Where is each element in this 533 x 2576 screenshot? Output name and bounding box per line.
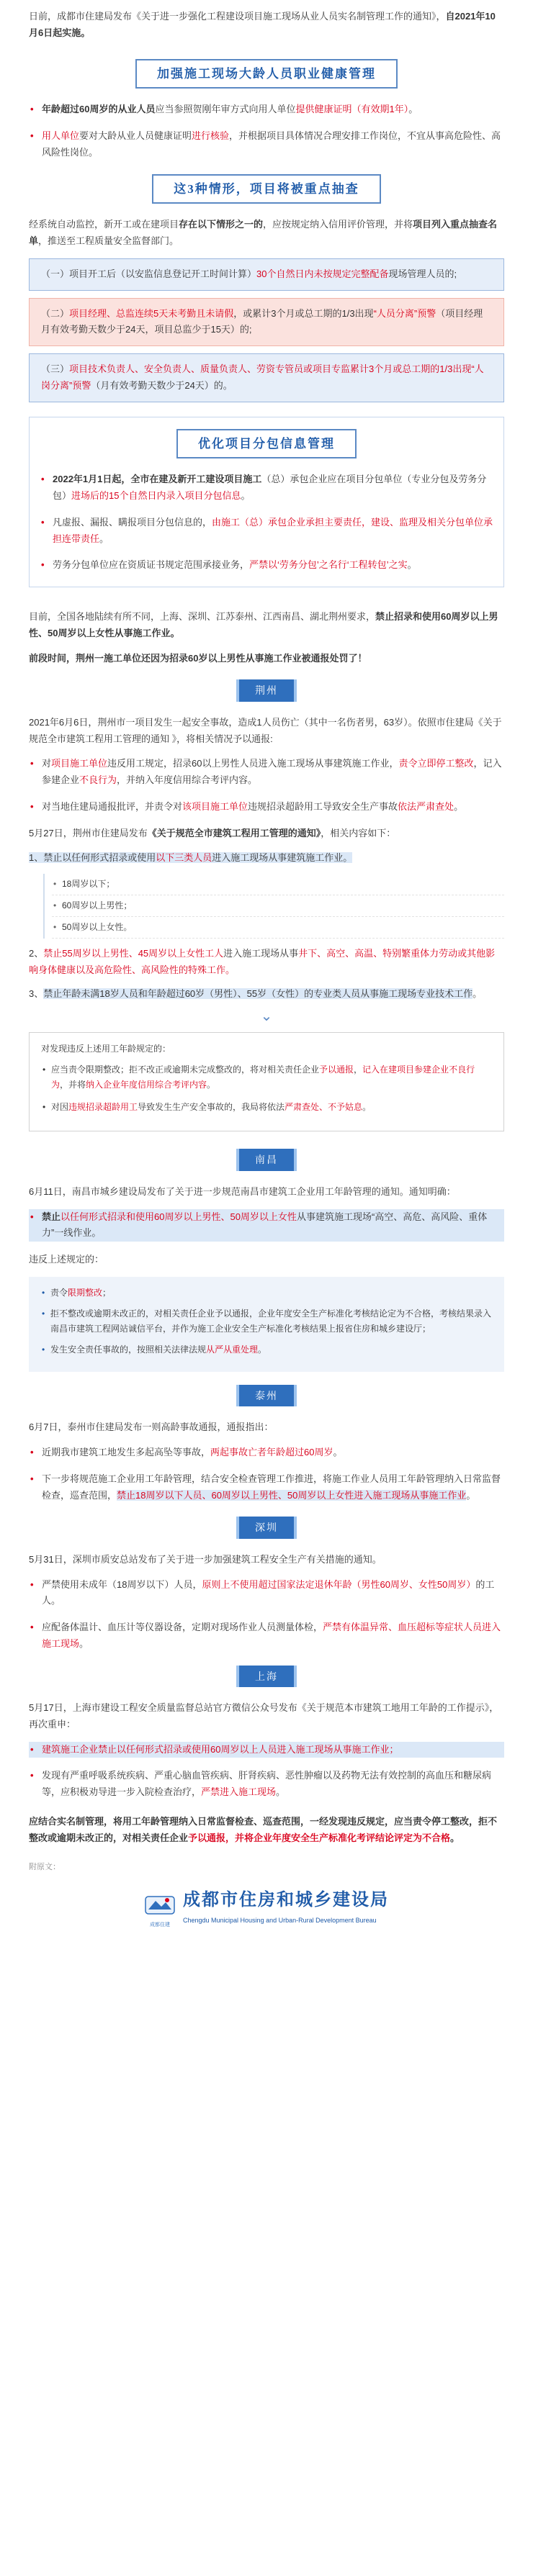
condition-box-3 (29, 353, 504, 402)
text-span: 进入施工现场从事 (223, 948, 299, 959)
nanchang-heading (29, 1149, 504, 1171)
text-span: （三） (41, 363, 70, 374)
text-span: （一）项目开工后（以安监信息登记开工时间计算） (41, 268, 257, 279)
jingzhou-rule-2 (29, 946, 504, 979)
text-span: 予以通报 (319, 1065, 354, 1075)
text-span: 存在以下情形之一的 (179, 219, 264, 230)
text-span: 。 (466, 1489, 476, 1501)
text-span: 项目施工单位 (51, 758, 108, 769)
text-span: ， (354, 1065, 363, 1075)
text-span: 对 (42, 758, 52, 769)
jingzhou-sublist (43, 874, 504, 939)
list-item (40, 557, 493, 574)
nanchang-p1: 6月11日，南昌市城乡建设局发布了关于进一步规范南昌市建筑工企业用工年龄管理的通知。通知明确： (29, 1185, 456, 1197)
list-item (29, 1768, 504, 1801)
text-span: 要对大龄从业人员健康证明 (79, 130, 192, 141)
text-span: ，应按规定纳入信用评价管理，并将 (263, 219, 413, 230)
taizhou-list (29, 1445, 504, 1504)
logo-text (183, 1885, 389, 1927)
list-item (29, 1209, 504, 1242)
text-span: 。 (454, 800, 464, 812)
list-item (40, 1342, 493, 1357)
text-span: 记入在建项目参建企业 (362, 1065, 449, 1075)
intro-date: 自2021年10月6日起实施。 (29, 11, 496, 38)
text-span: 违规招录超龄用工导致安全生产事故 (248, 800, 398, 812)
bureau-logo-icon (144, 1892, 176, 1928)
list-item: • 50周岁以上女性。 (52, 917, 504, 939)
logo-small-text: 成都住建 (150, 1922, 170, 1928)
text-span: 项目经理、总监连续5天未考勤且未请假 (69, 307, 234, 319)
text-span: 进行核验 (192, 130, 230, 141)
text-span: 的工人。 (42, 1578, 495, 1606)
jingzhou-list (29, 756, 504, 815)
text-span: 将相关情况予以通报: (186, 733, 273, 744)
section2-boxes (29, 258, 504, 402)
list-item (40, 515, 493, 548)
text-span: 。 (333, 1447, 343, 1458)
text-span: 拒不整改或逾期未改正的，对相关责任企业 (29, 1815, 498, 1843)
jingzhou-rule-1 (29, 850, 504, 867)
section3-title: 优化项目分包信息管理 (176, 429, 357, 459)
shanghai-heading (29, 1666, 504, 1688)
section1-heading (29, 59, 504, 89)
text-span: 应配备体温计、血压计等仪器设备，定期对现场作业人员测量体检， (42, 1622, 323, 1632)
text-span: ，并纳入年度信用综合考评内容。 (117, 774, 258, 785)
text-span: 由施工（总）承包企业承担主要责任，建设、监理及相关分包单位承担连带责任 (53, 516, 493, 544)
text-span: 发现有严重呼吸系统疾病、严重心脑血管疾病、肝肾疾病、恶性肿瘤以及药物无法有效控制的高血压和糖尿病等 (42, 1770, 492, 1797)
section1-list (29, 101, 504, 161)
list-item (29, 1577, 504, 1610)
text-span: 导致发生生产安全事故的，我局将依法 (138, 1102, 285, 1113)
text-span: 。 (407, 559, 417, 571)
text-span: 经系统自动监控，新开工或在建项目 (29, 219, 179, 230)
text-span: 《关于规范全市建筑工程用工管理的通知》 (147, 827, 321, 839)
section3-heading (40, 429, 493, 459)
text-span: 近期我市建筑工地发生多起高坠等事故， (42, 1447, 211, 1458)
text-span: 严禁进入施工现场 (201, 1786, 277, 1797)
penalty-list (40, 1285, 493, 1357)
list-item (29, 756, 504, 789)
text-span: ，记入参建企业 (42, 758, 502, 785)
text-span: 。 (472, 988, 483, 999)
text-span: 责令立即停工整改 (398, 758, 474, 769)
city-tag-taizhou: 泰州 (236, 1385, 297, 1407)
notice-list (41, 1062, 492, 1115)
text-span: 予以通报，并将企业年度安全生产标准化考评结论评定为不合格 (188, 1832, 451, 1843)
intro (29, 0, 504, 42)
list-item (29, 1471, 504, 1504)
jingzhou-p2 (29, 826, 504, 842)
list-item (29, 799, 504, 815)
shenzhen-list (29, 1577, 504, 1653)
text-span: 应当责令停工整改， (394, 1815, 479, 1827)
list-item: • 拒不整改或逾期未改正的，对相关责任企业予以通报，企业年度安全生产标准化考核结论定为不合格，考核结果录入南昌市建筑工程网站诚信平台，并作为施工企业安全生产标准化考核结果上报省住房和城乡建设厅； (40, 1306, 493, 1337)
nanchang-list (29, 1209, 504, 1242)
text-span: 2022年1月1日起，全市在建及新开工建设项目施工 (53, 474, 262, 485)
text-span: 对因 (51, 1102, 69, 1113)
text-span: 用人单位 (42, 130, 80, 141)
shenzhen-p1: 5月31日，深圳市质安总站发布了关于进一步加强建筑工程安全生产有关措施的通知。 (29, 1553, 382, 1565)
nanchang-penalties (29, 1277, 504, 1372)
text-span: 发生安全责任事故的，按照相关法律法规 (50, 1344, 207, 1355)
text-span: （二） (41, 307, 70, 319)
list-item (40, 1285, 493, 1301)
list-item (29, 101, 504, 118)
text-span: 进入施工现场从事建筑施工作业。 (212, 852, 353, 864)
list-item (29, 1445, 504, 1461)
text-span: 以任何形式招录和使用60周岁以上男性、50周岁以上女性 (61, 1211, 297, 1222)
text-span: （项目经理月有效考勤天数少于24天，项目总监少于15天）的; (41, 307, 483, 335)
list-item (29, 128, 504, 161)
text-span: 井下、高空、高温、特别繁重体力劳动或其他影响身体健康以及高危险性、高风险性的特殊工作。 (29, 948, 496, 975)
taizhou-p1: 6月7日，泰州市住建局发布一则高龄事故通报，通报指出： (29, 1422, 274, 1433)
text-span: 禁止年龄未满18岁人员和年龄超过60岁（男性）、55岁（女性）的专业类人员从事施工现场专业技术工作 (43, 988, 473, 999)
text-span: 对当地住建局通报批评，并责令对 (42, 800, 183, 812)
text-span: 以下三类人员 (156, 852, 212, 864)
text-span: 禁止 (42, 1211, 61, 1222)
text-span: 不良行为 (51, 1065, 475, 1090)
text-span: 不良行为 (79, 774, 117, 785)
city-tag-shanghai: 上海 (236, 1666, 297, 1688)
list-item: • 60周岁以上男性； (52, 895, 504, 917)
list-item (29, 1619, 504, 1653)
text-span: 从事建筑施工现场“高空、高危、高风险、重体力”一线作业。 (42, 1211, 488, 1239)
text-span: 2、 (29, 948, 44, 959)
text-span: 禁止55周岁以上男性、45周岁以上女性工人 (43, 948, 224, 959)
summary-p2: 前段时间，荆州一施工单位还因为招录60岁以上男性从事施工作业被通报处罚了！ (29, 652, 367, 664)
text-span: 。 (258, 1344, 267, 1355)
text-span: 累计3个月或总工期的1/3出现“人岗分离”预警 (41, 363, 484, 391)
text-span: 禁止18周岁以下人员、60周岁以上男性、50周岁以上女性进入施工现场从事施工作业 (117, 1489, 467, 1501)
text-span: 进场后的15个自然日内录入项目分包信息 (71, 490, 241, 501)
chevron-down-icon: ⌄ (260, 1008, 273, 1025)
text-span: 严禁使用未成年（18周岁以下）人员， (42, 1578, 202, 1590)
text-span: 严禁以‘劳务分包’之名行‘工程转包’之实 (249, 559, 408, 571)
text-span: 应当参照贺刚年审方式向用人单位 (155, 104, 296, 115)
shanghai-list (29, 1742, 504, 1801)
text-span: 30个自然日内未按规定完整配备 (256, 268, 389, 279)
text-span: 。 (99, 533, 109, 544)
section2-heading (29, 174, 504, 204)
city-tag-nanchang: 南昌 (236, 1149, 297, 1171)
jingzhou-p1 (29, 715, 504, 748)
section2-title: 这3种情形，项目将被重点抽查 (152, 174, 381, 204)
text-span: 。 (79, 1637, 89, 1649)
list-item (40, 471, 493, 505)
closing-paragraph (29, 1814, 504, 1847)
text-span: 5月27日，荆州市住建局发布 (29, 827, 148, 839)
logo-main-text: 成都市住房和城乡建设局 (183, 1890, 389, 1910)
text-span: 依法严肃查处 (398, 800, 454, 812)
condition-box-1 (29, 258, 504, 291)
text-span: 。 (408, 104, 418, 115)
text-span: （月有效考勤天数少于24天）的。 (91, 379, 233, 391)
list-item: • 18周岁以下； (52, 874, 504, 895)
text-span: 凡虚报、漏报、瞒报项目分包信息的， (53, 516, 212, 528)
text-span: 违规招录超龄用工 (68, 1102, 138, 1113)
source-label: 附原文： (29, 1863, 61, 1872)
list-item (41, 1100, 492, 1115)
text-span: 限期整改 (68, 1287, 103, 1298)
text-span: 年龄超过60周岁的从业人员 (42, 104, 156, 115)
text-span: ； (102, 1287, 112, 1298)
city-tag-jingzhou: 荆州 (236, 679, 297, 702)
text-span: 。 (362, 1102, 372, 1113)
text-span: 应当责令限期整改；拒不改正或逾期未完成整改的，将对相关责任企业 (51, 1065, 320, 1075)
text-span: 纳入企业年度信用综合考评内容 (86, 1080, 207, 1090)
shanghai-p1: 5月17日，上海市建设工程安全质量监督总站官方微信公众号发布《关于规范本市建筑工地用工年龄的工作提示》，再次重申： (29, 1702, 499, 1730)
text-span: （总）承包企业应在项目分包单位（专业分包及劳务分包） (53, 474, 487, 501)
city-tag-shenzhen: 深圳 (236, 1517, 297, 1539)
text-span: 下一步将规范施工企业用工年龄管理，结合安全检查管理工作推进，将施工作业人员用工年龄管理纳入日常监督检查，巡查范围， (42, 1473, 501, 1501)
text-span: 责令 (50, 1287, 68, 1298)
list-item (41, 1062, 492, 1093)
text-span: 该项目施工单位 (182, 800, 248, 812)
text-span: “人员分离”预警 (373, 307, 436, 319)
text-span: 1、禁止以任何形式招录或使用 (29, 852, 156, 864)
text-span: ，推送至工程质量安全监督部门。 (38, 235, 179, 246)
text-span: 。 (276, 1786, 286, 1797)
summary-p1 (29, 609, 504, 642)
footer-logo (29, 1875, 504, 1948)
text-span: ，并将 (60, 1080, 86, 1090)
text-span: 项目技术负责人、安全负责人、质量负责人、劳资专管员或项目专监 (69, 363, 351, 374)
text-span: 两起事故亡者年龄超过60周岁 (210, 1447, 333, 1458)
text-span: 应结合实名制管理，将用工年龄管理纳入日常监督检查、巡查范围，一经发现违反规定， (29, 1815, 395, 1827)
text-span: ，相关内容如下： (321, 827, 396, 839)
text-span: 禁止招录和使用60周岁以上男性、50周岁以上女性从事施工作业。 (29, 611, 498, 638)
taizhou-heading (29, 1385, 504, 1407)
text-span: 劳务分包单位应在资质证书规定范围承接业务， (53, 559, 250, 571)
text-span: 。 (207, 1080, 216, 1090)
list-item: • 建筑施工企业禁止以任何形式招录或使用60周岁以上人员进入施工现场从事施工作业； (29, 1742, 504, 1758)
text-span: ，或累计3个月或总工期的1/3出现 (233, 307, 374, 319)
intro-paragraph (29, 9, 504, 42)
text-span: 原则上不使用超过国家法定退休年龄（男性60周岁、女性50周岁） (202, 1578, 476, 1590)
jingzhou-notice (29, 1032, 504, 1131)
shenzhen-heading (29, 1517, 504, 1539)
jingzhou-heading (29, 679, 504, 702)
text-span: 现场管理人员的; (388, 268, 457, 279)
text-span: 严肃查处、不予姑息 (285, 1102, 363, 1113)
jingzhou-rule-3 (29, 986, 504, 1003)
text-span: 。 (450, 1832, 460, 1843)
condition-box-2 (29, 298, 504, 347)
text-span: 违反用工规定，招录60以上男性人员进入施工现场从事建筑施工作业， (107, 758, 399, 769)
text-span: 目前，全国各地陆续有所不同，上海、深圳、江苏泰州、江西南昌、湖北荆州要求， (29, 611, 376, 622)
text-span: 提供健康证明（有效期1年） (295, 104, 409, 115)
text-span: 2021年6月6日，荆州市一项目发生一起安全事故，造成1人员伤亡（其中一名伤者男，63岁）。依照市住建局《关于规范全市建筑工程用工管理的通知 》， (29, 716, 502, 744)
intro-text: 日前，成都市住建局发布《关于进一步强化工程建设项目施工现场从业人员实名制管理工作的通知》， (29, 11, 446, 22)
logo-sub-text: Chengdu Municipal Housing and Urban-Rural Development Bureau (183, 1916, 377, 1924)
section3-list (40, 471, 493, 574)
text-span: ，并根据项目具体情况合理安排工作岗位，不宜从事高危险性、高风险性岗位。 (42, 130, 501, 158)
text-span: ，应积极劝导进一步入院检查治疗， (51, 1786, 202, 1797)
nanchang-p2: 违反上述规定的： (29, 1254, 104, 1265)
text-span: 。 (241, 490, 251, 501)
text-span: 从严从重处理 (206, 1344, 259, 1355)
section1-title: 加强施工现场大龄人员职业健康管理 (135, 59, 398, 89)
section3-card (29, 417, 504, 588)
notice-heading: 对发现违反上述用工年龄规定的： (41, 1044, 171, 1054)
text-span: 3、 (29, 988, 44, 999)
section2-intro (29, 217, 504, 250)
text-span: 项目列入重点抽查名单 (29, 219, 498, 246)
text-span: 严禁有体温异常、血压超标等症状人员进入施工现场 (42, 1622, 501, 1649)
